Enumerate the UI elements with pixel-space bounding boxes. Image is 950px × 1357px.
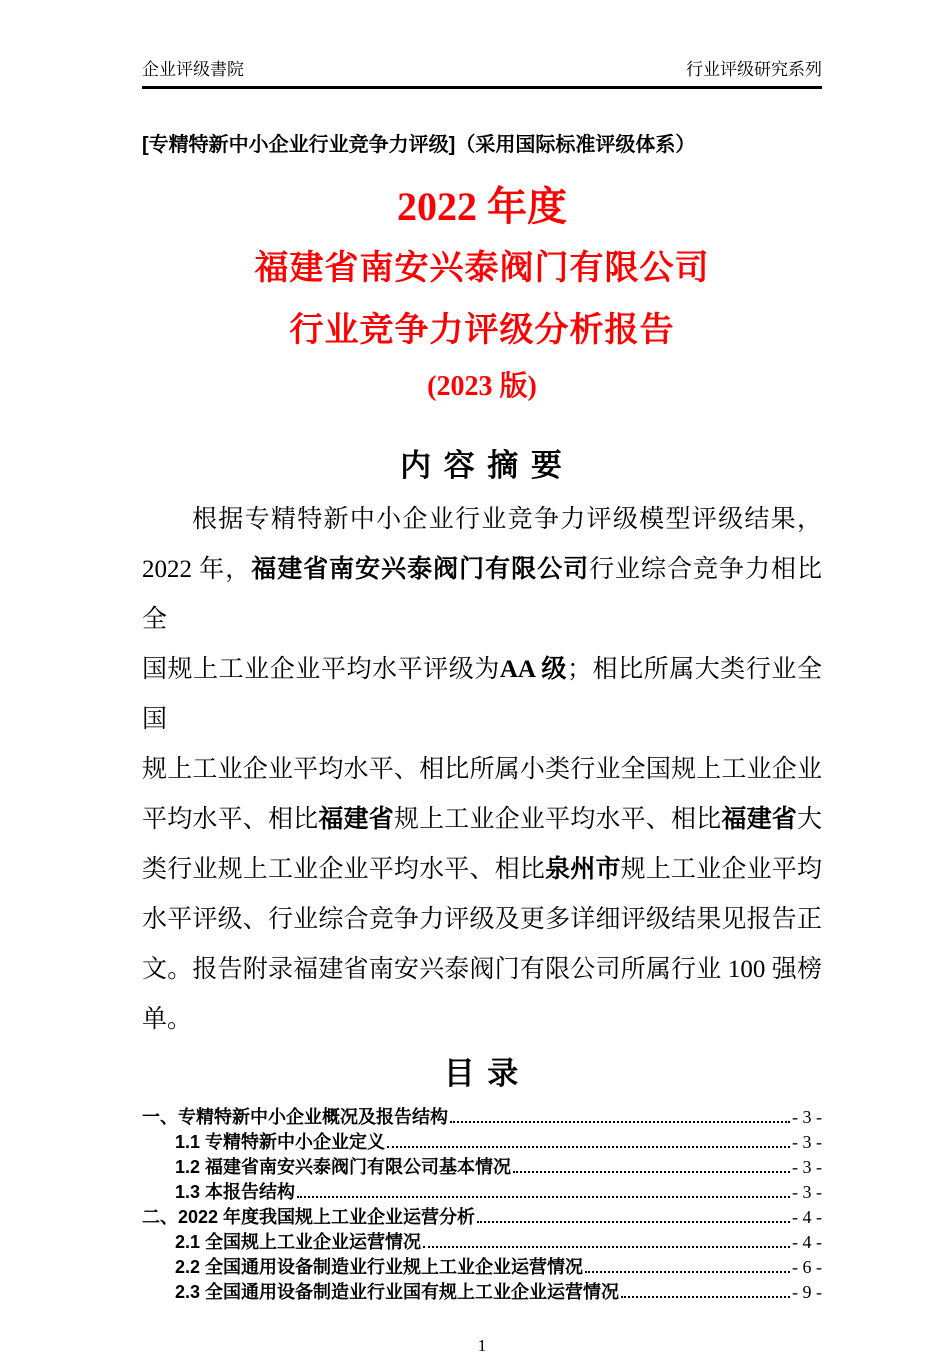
toc-entry [142, 1105, 822, 1130]
toc-entry [142, 1155, 822, 1180]
abstract-bold-text: 福建省 [721, 806, 797, 833]
abstract-line [142, 845, 822, 895]
toc-entry-page: - 9 - [792, 1282, 822, 1302]
abstract-text: 类行业规上工业企业平均水平、相比 [142, 856, 546, 883]
toc-entry-page: - 6 - [792, 1257, 822, 1277]
toc-dotted-leader [477, 1208, 790, 1223]
abstract-text: 规上工业企业平均水平、相比 [393, 806, 722, 833]
abstract-line [142, 545, 822, 645]
toc-entry-label: 1.2 福建省南安兴泰阀门有限公司基本情况 [175, 1157, 512, 1177]
abstract-text: 文。报告附录福建省南安兴泰阀门有限公司所属行业 100 强榜 [142, 956, 822, 983]
document-page [142, 0, 822, 1357]
page-number: 1 [477, 1336, 487, 1355]
abstract-heading: 内 容 摘 要 [400, 448, 564, 483]
toc-entry [142, 1130, 822, 1155]
abstract-bold-text: 福建省 [318, 806, 394, 833]
abstract-text: 规上工业企业平均水平、相比所属小类行业全国规上工业企业 [142, 756, 822, 783]
toc-entry-page: - 3 - [792, 1132, 822, 1152]
toc-heading: 目 录 [443, 1056, 521, 1091]
toc-dotted-leader [450, 1108, 790, 1123]
toc-dotted-leader [585, 1258, 790, 1273]
abstract-text: 根据专精特新中小企业行业竞争力评级模型评级结果， [192, 506, 822, 533]
abstract-text: 平均水平、相比 [142, 806, 319, 833]
toc-dotted-leader [297, 1183, 790, 1198]
title-company: 福建省南安兴泰阀门有限公司 [254, 250, 710, 287]
toc-entry [142, 1205, 822, 1230]
abstract-body [142, 495, 822, 1045]
toc-entry-label: 二、2022 年度我国规上工业企业运营分析 [142, 1207, 476, 1227]
toc-dotted-leader [387, 1133, 790, 1148]
abstract-text: 2022 年， [142, 556, 252, 583]
abstract-line [142, 745, 822, 795]
toc-dotted-leader [513, 1158, 790, 1173]
toc-entry-label: 1.1 专精特新中小企业定义 [175, 1132, 386, 1152]
toc-entry-label: 一、专精特新中小企业概况及报告结构 [142, 1107, 448, 1127]
toc-entry-label: 2.3 全国通用设备制造业行业国有规上工业企业运营情况 [175, 1282, 620, 1302]
abstract-text: 行业综合竞争力相比全 [142, 556, 822, 633]
abstract-line [142, 795, 822, 845]
header-right-text: 行业评级研究系列 [686, 60, 822, 79]
toc-entry-label: 2.1 全国规上工业企业运营情况 [175, 1232, 422, 1252]
abstract-line [142, 945, 822, 995]
title-year: 2022 年度 [397, 184, 567, 229]
abstract-line [142, 995, 822, 1045]
toc-entry [142, 1280, 822, 1305]
toc-entry-page: - 3 - [792, 1157, 822, 1177]
title-report: 行业竞争力评级分析报告 [289, 312, 675, 349]
toc-entry [142, 1180, 822, 1205]
page-header [142, 58, 822, 89]
abstract-bold-text: 泉州市 [545, 856, 621, 883]
abstract-bold-text: AA 级 [499, 656, 567, 683]
toc-entry-page: - 4 - [792, 1232, 822, 1252]
header-left-text: 企业评级書院 [142, 60, 244, 79]
toc-dotted-leader [423, 1233, 790, 1248]
toc-list [142, 1105, 822, 1305]
abstract-text: 单。 [142, 1006, 193, 1033]
abstract-line [142, 495, 822, 545]
abstract-text: 水平评级、行业综合竞争力评级及更多详细评级结果见报告正 [142, 906, 822, 933]
toc-entry-page: - 4 - [792, 1207, 822, 1227]
toc-entry-label: 2.2 全国通用设备制造业行业规上工业企业运营情况 [175, 1257, 584, 1277]
abstract-text: 大 [796, 806, 822, 833]
report-rating-subtitle: [专精特新中小企业行业竞争力评级]（采用国际标准评级体系） [142, 134, 696, 156]
title-edition: (2023 版) [427, 371, 537, 402]
toc-entry-page: - 3 - [792, 1182, 822, 1202]
toc-entry [142, 1255, 822, 1280]
abstract-text: 国规上工业企业平均水平评级为 [142, 656, 500, 683]
toc-dotted-leader [621, 1283, 790, 1298]
toc-entry-page: - 3 - [792, 1107, 822, 1127]
abstract-text: ；相比所属大类行业全国 [142, 656, 822, 733]
abstract-bold-text: 福建省南安兴泰阀门有限公司 [251, 556, 590, 583]
toc-entry [142, 1230, 822, 1255]
toc-entry-label: 1.3 本报告结构 [175, 1182, 296, 1202]
abstract-line [142, 645, 822, 745]
abstract-line [142, 895, 822, 945]
abstract-text: 规上工业企业平均 [620, 856, 822, 883]
